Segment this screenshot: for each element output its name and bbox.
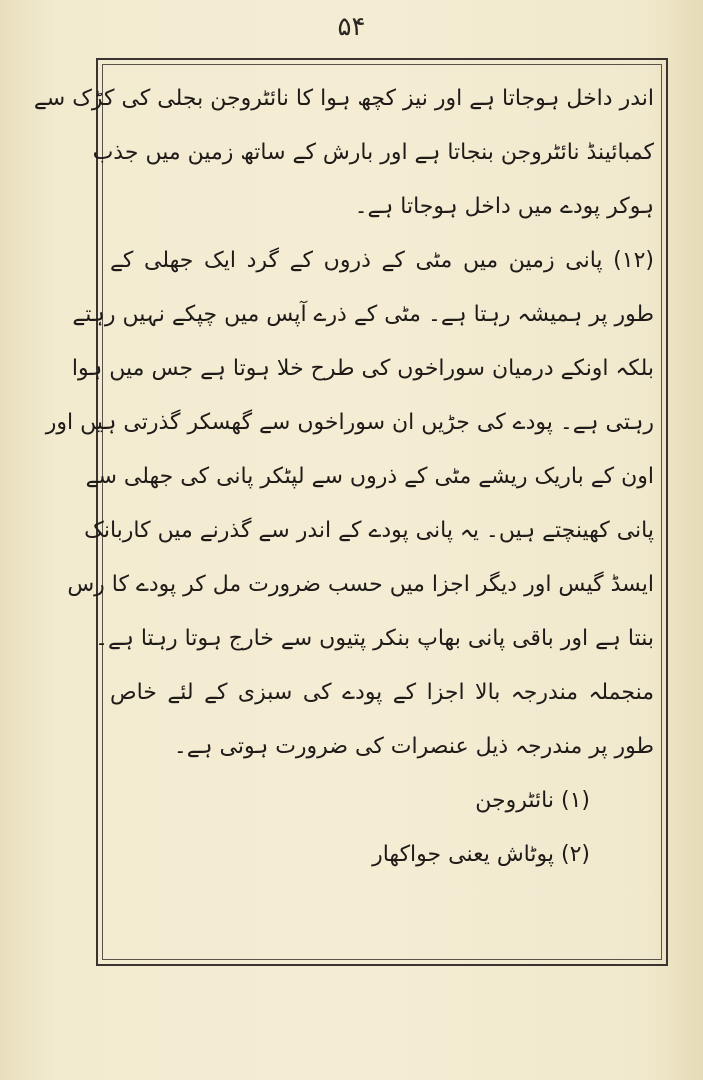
text-line: ہوکر پودے میں داخل ہوجاتا ہے۔ — [354, 194, 654, 219]
text-line: کمبائینڈ نائٹروجن بنجاتا ہے اور بارش کے ساتھ زمین میں جذب — [92, 140, 654, 165]
list-item: (۱) نائٹروجن — [475, 788, 590, 813]
text-line: طور پر ہمیشہ رہتا ہے۔ مٹی کے ذرے آپس میں چپکے نہیں رہتے — [72, 302, 654, 327]
text-line: اندر داخل ہوجاتا ہے اور نیز کچھ ہوا کا نائٹروجن بجلی کی کڑک سے — [33, 86, 654, 111]
text-line: بلکہ اونکے درمیان سوراخوں کی طرح خلا ہوتا ہے جس میں ہوا — [71, 356, 654, 381]
text-line: ایسڈ گیس اور دیگر اجزا میں حسب ضرورت مل کر پودے کا رس — [67, 572, 654, 597]
body-text — [33, 72, 660, 882]
text-line: اون کے باریک ریشے مٹی کے ذروں سے لپٹکر پانی کی جھلی سے — [85, 464, 654, 489]
text-line: پانی کھینچتے ہیں۔ یہ پانی پودے کے اندر سے گذرنے میں کاربانک — [84, 518, 654, 543]
list-item: (۲) پوٹاش یعنی جواکھار — [372, 842, 590, 867]
text-line: رہتی ہے۔ پودے کی جڑیں ان سوراخوں سے گھسکر گذرتی ہیں اور — [45, 410, 654, 435]
text-line: منجملہ مندرجہ بالا اجزا کے پودے کی سبزی کے لئے خاص — [110, 680, 654, 705]
text-line: بنتا ہے اور باقی پانی بھاپ بنکر پتیوں سے خارج ہوتا رہتا ہے۔ — [95, 626, 654, 651]
text-line: (۱۲) پانی زمین میں مٹی کے ذروں کے گرد ایک جھلی کے — [110, 248, 654, 273]
page-number: ۵۴ — [337, 12, 366, 42]
text-line: طور پر مندرجہ ذیل عنصرات کی ضرورت ہوتی ہے۔ — [173, 734, 654, 759]
